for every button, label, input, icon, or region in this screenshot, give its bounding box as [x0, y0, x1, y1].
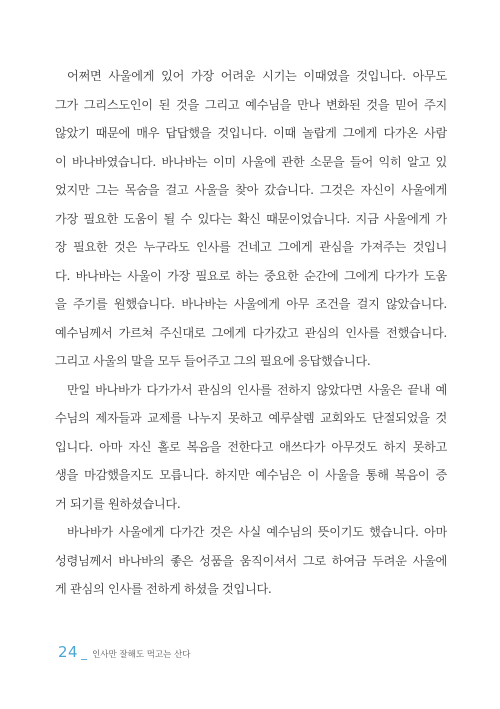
paragraph-1-line-1: 어쩌면 사울에게 있어 가장 어려운 시기는 이때였을 것입니다. 아무도: [67, 69, 447, 83]
paragraph-1-line-5: 었지만 그는 목숨을 걸고 사울을 찾아 갔습니다. 그것은 자신이 사울에게: [55, 183, 447, 197]
paragraph-1-line-7: 장 필요한 것은 누구라도 인사를 건네고 그에게 관심을 가져주는 것입니: [55, 240, 447, 254]
paragraph-1-line-4: 이 바나바였습니다. 바나바는 이미 사울에 관한 소문을 들어 익히 알고 있: [55, 154, 447, 169]
paragraph-1-line-9: 을 주기를 원했습니다. 바나바는 사울에게 아무 조건을 걸지 않았습니다.: [55, 297, 447, 311]
paragraph-3-line-3: 게 관심의 인사를 전하게 하셨을 것입니다.: [55, 582, 272, 596]
page-number: 24: [58, 643, 79, 661]
paragraph-2-line-1: 만일 바나바가 다가가서 관심의 인사를 전하지 않았다면 사울은 끝내 예: [67, 382, 447, 397]
paragraph-2-line-5: 거 되기를 원하셨습니다.: [55, 496, 181, 511]
book-title: 인사만 잘해도 먹고는 산다: [92, 650, 191, 660]
paragraph-2-line-4: 생을 마감했을지도 모릅니다. 하지만 예수님은 이 사울을 통해 복음이 증: [55, 468, 447, 482]
paragraph-1-line-3: 않았기 때문에 매우 답답했을 것입니다. 이때 놀랍게 그에게 다가온 사람: [55, 126, 447, 140]
paragraph-2-line-3: 입니다. 아마 자신 홀로 복음을 전한다고 애쓰다가 아무것도 하지 못하고: [55, 439, 447, 454]
paragraph-3-line-2: 성령님께서 바나바의 좋은 성품을 움직이셔서 그로 하여금 두려운 사울에: [55, 553, 447, 568]
paragraph-1-line-2: 그가 그리스도인이 된 것을 그리고 예수님을 만나 변화된 것을 믿어 주지: [55, 97, 447, 112]
paragraph-1-line-10: 예수님께서 가르쳐 주신대로 그에게 다가갔고 관심의 인사를 전했습니다.: [55, 325, 447, 340]
paragraph-1-line-6: 가장 필요한 도움이 될 수 있다는 확신 때문이었습니다. 지금 사울에게 가: [55, 211, 447, 226]
paragraph-1-line-11: 그리고 사울의 말을 모두 들어주고 그의 필요에 응답했습니다.: [55, 354, 371, 368]
page-footer: [58, 643, 191, 663]
paragraph-1-line-8: 다. 바나바는 사울이 가장 필요로 하는 중요한 순간에 그에게 다가가 도움: [55, 268, 447, 283]
body-text: [55, 62, 447, 604]
footer-separator: _: [81, 646, 88, 660]
paragraph-3-line-1: 바나바가 사울에게 다가간 것은 사실 예수님의 뜻이기도 했습니다. 아마: [67, 525, 447, 539]
paragraph-2-line-2: 수님의 제자들과 교제를 나누지 못하고 예루살렘 교회와도 단절되었을 것: [55, 411, 447, 425]
